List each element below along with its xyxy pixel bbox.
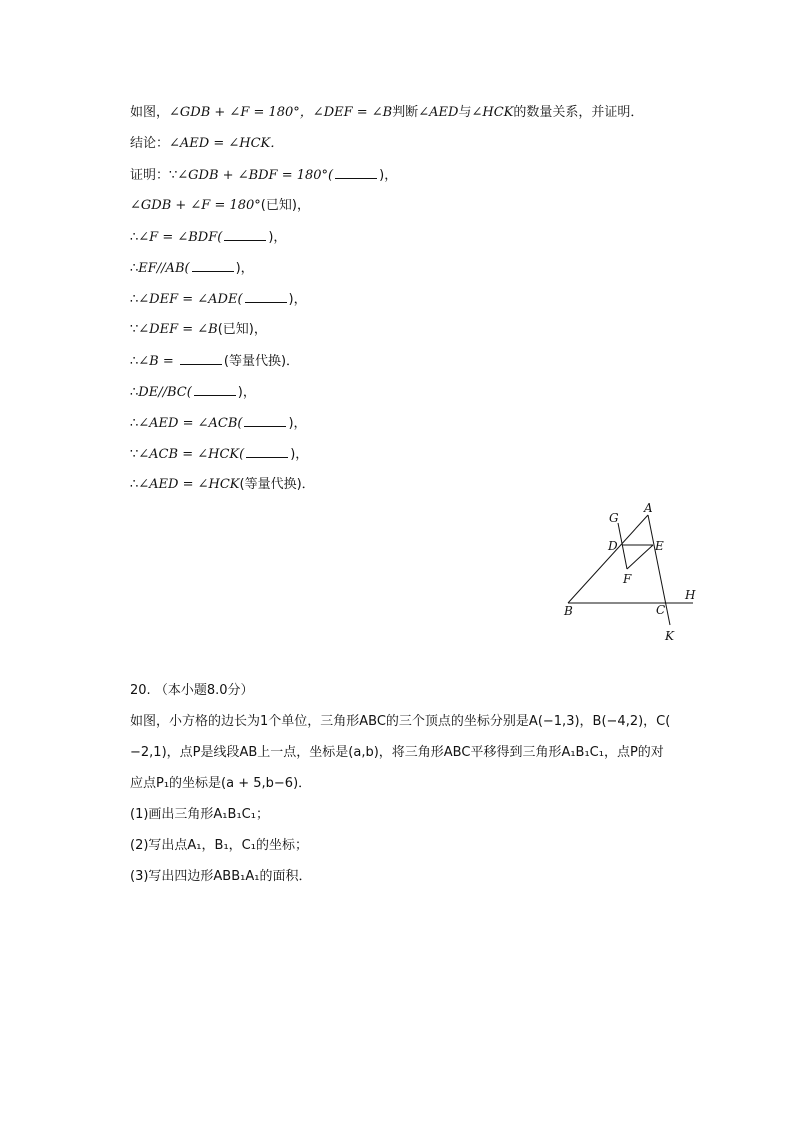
proof-step-math: ∠AED = ∠HCK — [138, 477, 240, 492]
label-K: K — [665, 629, 674, 643]
q19-conclusion — [130, 135, 283, 153]
proof-step — [130, 414, 307, 433]
proof-step-suffix: )， — [288, 292, 307, 307]
proof-step-math: ∠F = ∠BDF( — [138, 230, 223, 245]
q19-intro-d: 的数量关系，并证明． — [513, 105, 644, 120]
proof-step — [130, 476, 315, 494]
geometry-figure — [555, 495, 705, 645]
proof-step-math: ∠AED = ∠ACB( — [138, 416, 243, 431]
label-E: E — [655, 539, 664, 553]
proof-step — [130, 259, 254, 278]
q20-item-2: (2)写出点A₁，B₁，C₁的坐标； — [130, 838, 308, 853]
q19-intro-math2: ∠AED — [418, 105, 459, 120]
proof-step-prefix: ∴ — [130, 477, 139, 492]
proof-step-suffix: )， — [235, 261, 254, 276]
label-C: C — [656, 603, 666, 617]
q19-intro-c: 与 — [458, 105, 472, 120]
proof-step — [130, 383, 256, 402]
proof-step-suffix: )， — [288, 416, 307, 431]
proof-step-suffix: (等量代换)． — [223, 354, 300, 369]
label-H: H — [685, 588, 696, 602]
proof-step-math: ∠ACB = ∠HCK( — [138, 447, 245, 462]
label-D: D — [608, 539, 618, 553]
answer-blank[interactable] — [244, 414, 286, 427]
proof-step-math: ∠GDB + ∠F = 180° — [130, 198, 261, 213]
proof-step-prefix: ∴ — [130, 416, 139, 431]
answer-blank[interactable] — [180, 352, 222, 365]
proof-step — [130, 166, 397, 185]
q19-intro-math: ∠GDB + ∠F = 180°，∠DEF = ∠B — [169, 105, 393, 120]
label-A: A — [644, 501, 653, 515]
label-F: F — [623, 572, 632, 586]
label-G: G — [609, 511, 619, 525]
proof-step-prefix: ∵ — [130, 447, 139, 462]
proof-step-math: ∠DEF = ∠B — [138, 322, 218, 337]
q20-paragraph-line-1: 如图，小方格的边长为1个单位，三角形ABC的三个顶点的坐标分别是A(−1,3)，B(−4,2)，C( — [130, 714, 671, 729]
q20-paragraph-line-2: −2,1)，点P是线段AB上一点，坐标是(a,b)，将三角形ABC平移得到三角形A₁B₁C₁，点P的对 — [130, 745, 664, 760]
answer-blank[interactable] — [246, 445, 288, 458]
conclusion-math: ∠AED = ∠HCK． — [169, 136, 284, 151]
answer-blank[interactable] — [245, 290, 287, 303]
proof-step-prefix: ∴ — [130, 354, 139, 369]
proof-step-math: EF//AB( — [138, 261, 190, 276]
line-BA — [568, 515, 648, 603]
answer-blank[interactable] — [224, 228, 266, 241]
q19-intro-b: 判断 — [392, 105, 419, 120]
q19-intro-a: 如图， — [130, 105, 170, 120]
proof-step-suffix: (已知)， — [217, 322, 267, 337]
line-FE — [627, 545, 653, 569]
answer-blank[interactable] — [192, 259, 234, 272]
proof-step-prefix: ∴ — [130, 385, 139, 400]
q19-intro — [130, 104, 643, 122]
proof-step-prefix: ∴ — [130, 292, 139, 307]
proof-step-suffix: )， — [290, 447, 309, 462]
proof-step-math: DE//BC( — [138, 385, 192, 400]
proof-step-prefix: ∵ — [130, 322, 139, 337]
proof-step-suffix: )， — [268, 230, 287, 245]
proof-step-suffix: (已知)， — [260, 198, 310, 213]
proof-step-math: ∠B = — [138, 354, 178, 369]
label-B: B — [564, 604, 573, 618]
proof-step — [130, 445, 308, 464]
conclusion-label: 结论： — [130, 136, 170, 151]
proof-step-prefix: ∴ — [130, 261, 139, 276]
proof-step — [130, 352, 299, 371]
proof-step-suffix: )， — [379, 168, 398, 183]
q20-score: （本小题8.0分） — [154, 683, 254, 698]
q20-item-1: (1)画出三角形A₁B₁C₁； — [130, 807, 269, 822]
proof-step — [130, 290, 307, 309]
proof-step-suffix: (等量代换)． — [239, 477, 315, 492]
q20-item-3: (3)写出四边形ABB₁A₁的面积． — [130, 869, 312, 884]
answer-blank[interactable] — [335, 166, 377, 179]
proof-step-prefix: 证明：∵ — [130, 168, 178, 183]
proof-step-prefix: ∴ — [130, 230, 139, 245]
proof-step-suffix: )， — [237, 385, 256, 400]
proof-step-math: ∠DEF = ∠ADE( — [138, 292, 243, 307]
proof-step-math: ∠GDB + ∠BDF = 180°( — [177, 168, 334, 183]
q19-intro-math3: ∠HCK — [471, 105, 514, 120]
proof-step — [130, 228, 286, 247]
answer-blank[interactable] — [194, 383, 236, 396]
q20-number: 20. — [130, 683, 151, 698]
proof-step — [130, 321, 267, 339]
q20-header — [130, 682, 254, 700]
proof-step — [130, 197, 310, 215]
q20-paragraph-line-3: 应点P₁的坐标是(a + 5,b−6)． — [130, 776, 312, 791]
